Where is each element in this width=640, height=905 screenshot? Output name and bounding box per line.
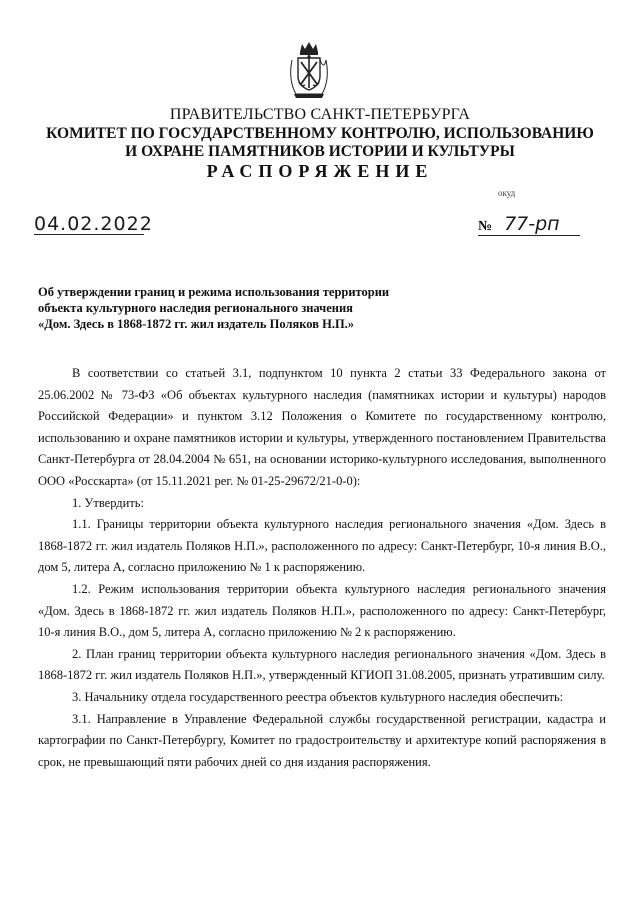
okud-label: окуд (498, 188, 516, 198)
document-subject (38, 284, 418, 332)
coat-of-arms-icon (286, 40, 332, 100)
committee-name-line: И ОХРАНЕ ПАМЯТНИКОВ ИСТОРИИ И КУЛЬТУРЫ (125, 143, 515, 160)
document-type: РАСПОРЯЖЕНИЕ (206, 161, 434, 181)
number-value: 77-рп (504, 213, 560, 235)
clause-paragraph: 3.1. Направление в Управление Федеральной службы государственной регистрации, кадастра и картографии по Санкт-Петербургу, Комитет по градостроительству и архитектуре копий распоряжения в срок, не превышающий пяти рабочих дней со дня издания распоряжения. (38, 711, 606, 769)
clause-paragraph: 2. План границ территории объекта культурного наследия регионального значения «Дом. Здесь в 1868-1872 гг. жил издатель Поляков Н.П.», утвержденный КГИОП 31.08.2005, признать утратившим силу. (38, 646, 606, 683)
preamble-paragraph: В соответствии со статьей 3.1, подпунктом 10 пункта 2 статьи 33 Федерального закона от 25.06.2002 № 73-ФЗ «Об объектах культурного наследия (памятниках истории и культуры) народов Российской Федерации» и пунктом 3.12 Положения о Комитете по государственному контролю, использованию и охране памятников истории и культуры, утвержденного постановлением Правительства Санкт-Петербурга от 28.04.2004 № 651, на основании историко-культурного исследования, выполненного ООО «Росскарта» (от 15.11.2021 рег. № 01-25-29672/21-0-0): (38, 366, 606, 488)
subject-line: объекта культурного наследия регионального значения (38, 301, 353, 315)
committee-name-line: КОМИТЕТ ПО ГОСУДАРСТВЕННОМУ КОНТРОЛЮ, ИСПОЛЬЗОВАНИЮ (46, 125, 594, 142)
number-sign: № (478, 219, 493, 234)
document-date: 04.02.2022 (34, 213, 153, 235)
government-name: ПРАВИТЕЛЬСТВО САНКТ-ПЕТЕРБУРГА (169, 106, 471, 123)
document-number (478, 213, 580, 236)
clause-paragraph: 1.1. Границы территории объекта культурного наследия регионального значения «Дом. Здесь в 1868-1872 гг. жил издатель Поляков Н.П.», расположенного по адресу: Санкт-Петербург, 10-я линия В.О., дом 5, литера А, согласно приложению № 1 к распоряжению. (38, 517, 606, 575)
committee-name (0, 125, 640, 161)
clause-paragraph: 1.2. Режим использования территории объекта культурного наследия регионального значения «Дом. Здесь в 1868-1872 гг. жил издатель Поляков Н.П.», расположенного по адресу: Санкт-Петербург, 10-я линия В.О., дом 5, литера А, согласно приложению № 2 к распоряжению. (38, 581, 606, 640)
clause-paragraph: 1. Утвердить: (72, 495, 144, 510)
clause-paragraph: 3. Начальнику отдела государственного реестра объектов культурного наследия обеспечить: (72, 689, 564, 704)
subject-line: Об утверждении границ и режима использования территории (38, 285, 390, 299)
subject-line: «Дом. Здесь в 1868-1872 гг. жил издатель Поляков Н.П.» (38, 317, 355, 331)
document-body (38, 363, 606, 773)
